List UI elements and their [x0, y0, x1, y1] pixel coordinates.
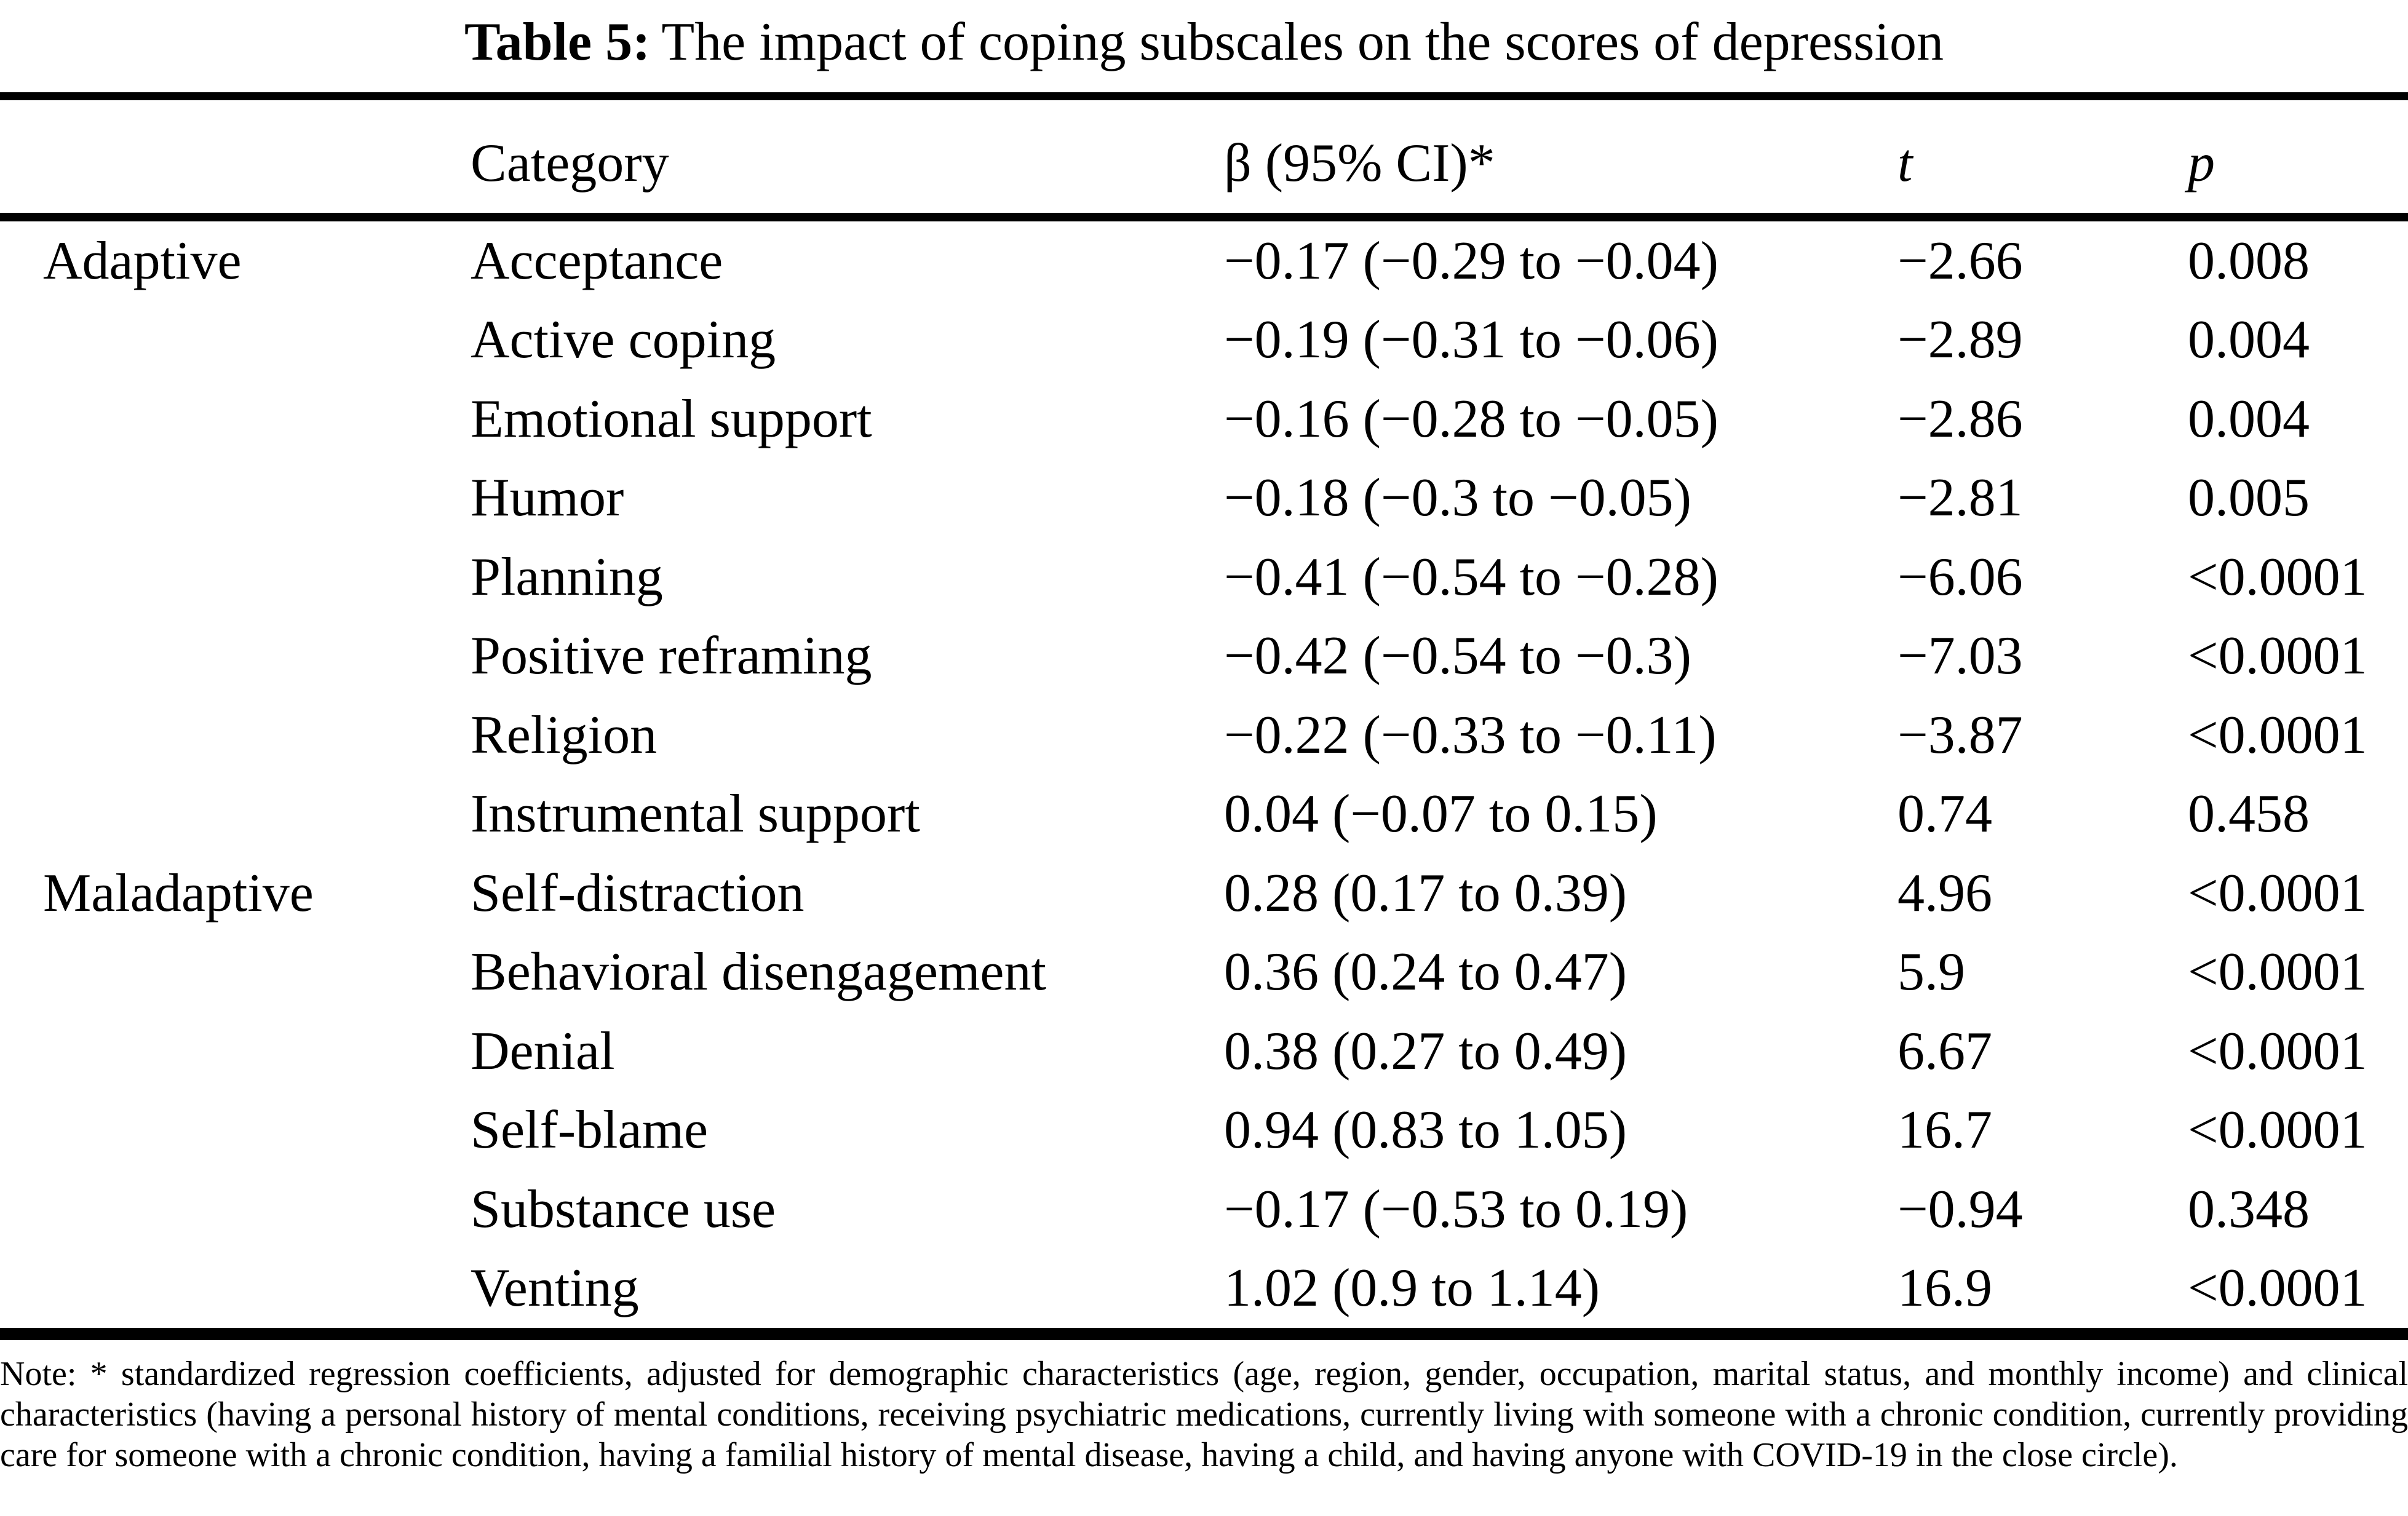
table-row — [0, 1170, 2408, 1249]
p-cell: 0.004 — [2188, 310, 2310, 370]
beta-ci-cell: −0.18 (−0.3 to −0.05) — [1224, 468, 1691, 528]
category-cell: Religion — [471, 705, 658, 765]
p-cell: <0.0001 — [2188, 705, 2367, 765]
data-table — [0, 92, 2408, 1340]
t-cell: −2.89 — [1897, 310, 2023, 370]
category-cell: Instrumental support — [471, 784, 920, 844]
t-cell: 16.9 — [1897, 1258, 1992, 1319]
table-row — [0, 459, 2408, 538]
header-category: Category — [471, 133, 669, 193]
t-cell: −2.66 — [1897, 231, 2023, 291]
table-row — [0, 301, 2408, 380]
p-cell: 0.348 — [2188, 1179, 2310, 1239]
table-header-row — [0, 100, 2408, 221]
t-cell: 4.96 — [1897, 863, 1992, 923]
table-row — [0, 221, 2408, 301]
p-cell: 0.458 — [2188, 784, 2310, 844]
category-cell: Planning — [471, 547, 663, 607]
category-cell: Emotional support — [471, 389, 872, 449]
header-p: p — [2188, 133, 2215, 193]
table-title-text: The impact of coping subscales on the scores of depression — [661, 12, 1944, 72]
table-number-label: Table 5: — [464, 12, 651, 72]
group-label: Adaptive — [43, 231, 242, 291]
category-cell: Venting — [471, 1258, 639, 1319]
category-cell: Acceptance — [471, 231, 723, 291]
beta-ci-cell: 0.36 (0.24 to 0.47) — [1224, 942, 1627, 1002]
p-cell: <0.0001 — [2188, 863, 2367, 923]
p-cell: <0.0001 — [2188, 1258, 2367, 1319]
p-cell: <0.0001 — [2188, 1100, 2367, 1161]
table-row — [0, 1091, 2408, 1170]
group-label: Maladaptive — [43, 863, 314, 923]
beta-ci-cell: 0.28 (0.17 to 0.39) — [1224, 863, 1627, 923]
table-row — [0, 617, 2408, 696]
table-title — [0, 0, 2408, 92]
category-cell: Positive reframing — [471, 626, 872, 686]
beta-ci-cell: 0.04 (−0.07 to 0.15) — [1224, 784, 1658, 844]
table-row — [0, 538, 2408, 617]
beta-ci-cell: −0.17 (−0.29 to −0.04) — [1224, 231, 1719, 291]
category-cell: Behavioral disengagement — [471, 942, 1046, 1002]
table-row — [0, 379, 2408, 459]
table-row — [0, 1249, 2408, 1328]
t-cell: 0.74 — [1897, 784, 1992, 844]
p-cell: 0.005 — [2188, 468, 2310, 528]
t-cell: 5.9 — [1897, 942, 1965, 1002]
beta-ci-cell: −0.41 (−0.54 to −0.28) — [1224, 547, 1719, 607]
table-row — [0, 1012, 2408, 1091]
beta-ci-cell: −0.17 (−0.53 to 0.19) — [1224, 1179, 1688, 1239]
category-cell: Self-blame — [471, 1100, 709, 1161]
table-row — [0, 696, 2408, 775]
beta-ci-cell: −0.22 (−0.33 to −0.11) — [1224, 705, 1717, 765]
p-cell: 0.004 — [2188, 389, 2310, 449]
t-cell: −2.86 — [1897, 389, 2023, 449]
category-cell: Self-distraction — [471, 863, 805, 923]
header-group-spacer — [0, 194, 424, 213]
t-cell: 6.67 — [1897, 1021, 1992, 1081]
table-footnote: Note: * standardized regression coefficients, adjusted for demographic characteristics (age, region, gender, occupation, marital status, and monthly income) and clinical characteristics (having a personal history of mental conditions, receiving psychiatric medications, currently living with someone with a chronic condition, currently providing care for someone with a chronic condition, having a familial history of mental disease, having a child, and having anyone with COVID-19 in the close circle). — [0, 1355, 2408, 1474]
beta-ci-cell: −0.19 (−0.31 to −0.06) — [1224, 310, 1719, 370]
beta-ci-cell: 1.02 (0.9 to 1.14) — [1224, 1258, 1600, 1319]
category-cell: Denial — [471, 1021, 615, 1081]
header-beta-ci: β (95% CI)* — [1224, 133, 1495, 193]
category-cell: Substance use — [471, 1179, 776, 1239]
header-t: t — [1897, 133, 1913, 193]
beta-ci-cell: −0.42 (−0.54 to −0.3) — [1224, 626, 1691, 686]
p-cell: <0.0001 — [2188, 1021, 2367, 1081]
table-row — [0, 933, 2408, 1012]
t-cell: −6.06 — [1897, 547, 2023, 607]
beta-ci-cell: 0.94 (0.83 to 1.05) — [1224, 1100, 1627, 1161]
beta-ci-cell: −0.16 (−0.28 to −0.05) — [1224, 389, 1719, 449]
p-cell: 0.008 — [2188, 231, 2310, 291]
t-cell: −0.94 — [1897, 1179, 2023, 1239]
table-row — [0, 775, 2408, 854]
t-cell: 16.7 — [1897, 1100, 1992, 1161]
p-cell: <0.0001 — [2188, 547, 2367, 607]
beta-ci-cell: 0.38 (0.27 to 0.49) — [1224, 1021, 1627, 1081]
t-cell: −3.87 — [1897, 705, 2023, 765]
table-row — [0, 854, 2408, 933]
category-cell: Humor — [471, 468, 624, 528]
p-cell: <0.0001 — [2188, 942, 2367, 1002]
t-cell: −7.03 — [1897, 626, 2023, 686]
t-cell: −2.81 — [1897, 468, 2023, 528]
p-cell: <0.0001 — [2188, 626, 2367, 686]
category-cell: Active coping — [471, 310, 776, 370]
